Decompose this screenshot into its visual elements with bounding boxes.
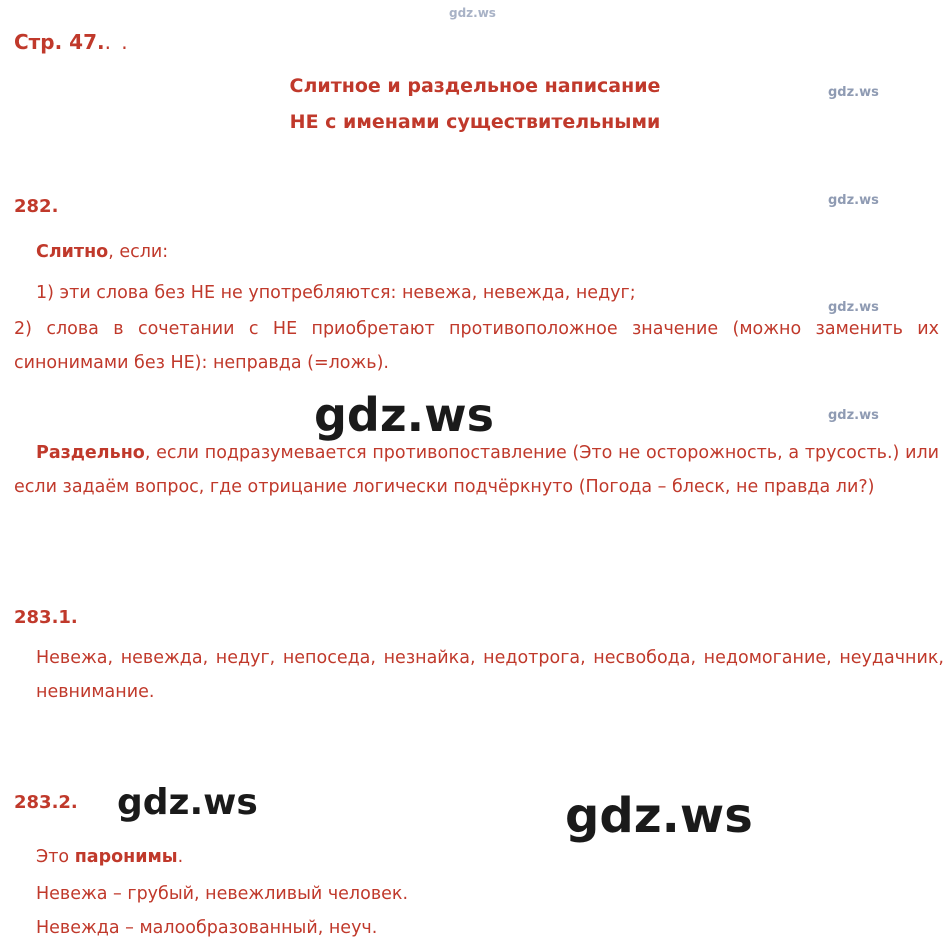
watermark-center-big: gdz.ws [314,388,494,442]
watermark-right-1: gdz.ws [828,85,879,100]
exercise-283-2-paragraph-2: Невежа – грубый, невежливый человек. [36,884,409,904]
paronimy-pre: Это [36,847,75,867]
exercise-number-283-1: 283.1. [14,607,78,628]
watermark-left-big: gdz.ws [117,782,258,823]
watermark-right-3: gdz.ws [828,300,879,315]
lead-razdelno-rest: , если подразумевается противопоставление (Это не осторожность, а трусость.) или если задаём вопрос, где отрицание логически подчёркнуто (Погода – блеск, не правда ли?) [14,443,939,497]
exercise-282-paragraph-4 [14,436,939,504]
page-number-label: Стр. 47. [14,30,105,54]
title-line-2: НЕ с именами существительными [289,111,661,133]
watermark-right-4: gdz.ws [828,408,879,423]
exercise-number-283-2: 283.2. [14,792,78,813]
exercise-283-1-paragraph: Невежа, невежда, недуг, непоседа, незнайка, недотрога, несвобода, недомогание, неудачник, невнимание. [36,648,944,702]
watermark-right-2: gdz.ws [828,193,879,208]
page-title [0,68,950,140]
exercise-283-2-paragraph-3: Невежда – малообразованный, неуч. [36,918,378,938]
watermark-lower-big: gdz.ws [565,788,753,844]
paronimy-rest: . [177,847,184,867]
exercise-282-paragraph-3: 2) слова в сочетании с НЕ приобретают противоположное значение (можно заменить их синонимами без НЕ): неправда (=ложь). [14,319,939,373]
exercise-283-2-paragraph-1 [36,840,916,874]
paronimy-term: паронимы [74,847,178,867]
lead-razdelno: Раздельно [36,443,145,463]
lead-slitno: Слитно [36,242,109,262]
exercise-282-paragraph-1 [36,235,916,269]
exercise-number-282: 282. [14,196,59,217]
page-number-dots: . . [104,30,130,54]
page-number [14,30,130,54]
watermark-top: gdz.ws [449,6,496,20]
title-line-1: Слитное и раздельное написание [289,75,661,97]
lead-slitno-rest: , если: [108,242,169,262]
exercise-282-paragraph-2: 1) эти слова без НЕ не употребляются: невежа, невежда, недуг; [36,283,636,303]
